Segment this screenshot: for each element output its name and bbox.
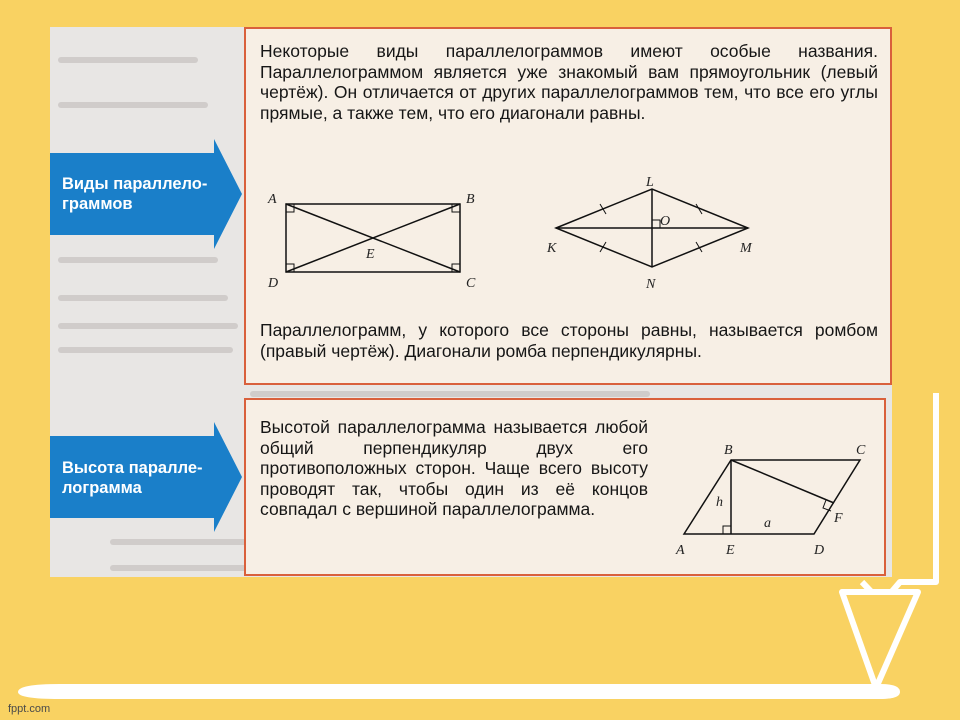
para-label-f: F [834, 511, 843, 526]
rhombus-label-l: L [646, 175, 654, 190]
para-label-d: D [814, 543, 825, 558]
rhombus-label-m: M [740, 241, 752, 256]
rect-label-e: E [366, 247, 375, 262]
decor-bar [18, 684, 900, 699]
para-label-a-side: a [764, 516, 771, 531]
rhombus-label-o: O [660, 214, 671, 229]
height-text: Высотой параллелограмма называется любой общий перпендикуляр двух его противоположных сторон. Чаще всего высоту проводят так, чтобы один из её концов совпадал с вершиной параллелограмма. [260, 417, 648, 519]
kinds-arrow-line1: Виды параллело- [62, 175, 208, 193]
rect-label-a: A [268, 192, 277, 207]
rhombus-text: Параллелограмм, у которого все стороны равны, называется ромбом (правый чертёж). Диагонали ромба перпендикулярны. [260, 320, 878, 361]
rect-label-c: C [466, 276, 476, 291]
para-label-a: A [676, 543, 685, 558]
para-label-h: h [716, 495, 723, 510]
rect-label-d: D [268, 276, 279, 291]
para-label-e: E [726, 543, 735, 558]
kinds-intro-text: Некоторые виды параллелограммов имеют особые названия. Параллелограммом является уже знакомый вам прямоугольник (левый чертёж). Он отличается от других параллелограммов тем, что все его углы прямые, а также тем, что его диагонали равны. [260, 41, 878, 123]
rhombus-label-n: N [646, 277, 656, 292]
decor-triangle [842, 592, 918, 688]
para-label-c: C [856, 443, 866, 458]
kinds-arrow-line2: граммов [62, 195, 133, 213]
height-arrow-line1: Высота паралле- [62, 459, 203, 477]
height-arrow-line2: лограмма [62, 479, 142, 497]
rhombus-label-k: K [547, 241, 557, 256]
para-label-b: B [724, 443, 733, 458]
rect-label-b: B [466, 192, 475, 207]
footer-logo: fppt.com [8, 703, 51, 715]
